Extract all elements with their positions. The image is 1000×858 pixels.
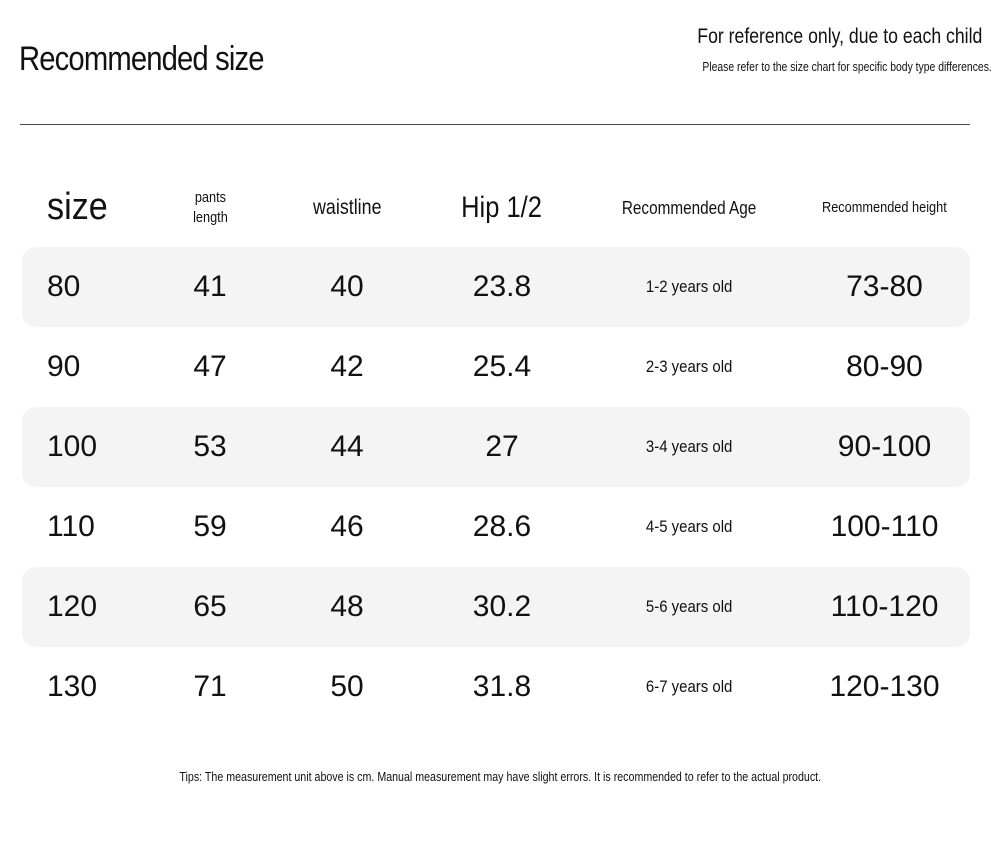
size-table-body	[22, 247, 970, 727]
age-cell: 5-6 years old	[646, 597, 733, 616]
size-cell: 90	[47, 350, 81, 383]
age-cell: 3-4 years old	[646, 437, 733, 456]
table-row	[22, 647, 970, 727]
reference-note: For reference only, due to each child	[696, 25, 982, 48]
hip-cell: 30.2	[472, 590, 532, 623]
hip-cell: 27	[485, 430, 519, 463]
waistline-cell: 44	[330, 430, 364, 463]
height-cell: 80-90	[846, 350, 923, 383]
pants-length-cell: 59	[193, 510, 227, 543]
pants-length-cell: 47	[193, 350, 227, 383]
height-cell: 110-120	[830, 590, 939, 623]
size-cell: 120	[47, 590, 98, 623]
pants-length-cell: 65	[193, 590, 227, 623]
table-row	[22, 247, 970, 327]
waistline-cell: 48	[330, 590, 364, 623]
hip-cell: 28.6	[472, 510, 532, 543]
height-cell: 90-100	[837, 430, 932, 463]
header-pants-length: pants length	[192, 188, 228, 226]
size-cell: 80	[47, 270, 81, 303]
header-divider	[20, 124, 970, 125]
table-row	[22, 567, 970, 647]
table-row	[22, 487, 970, 567]
header-hip: Hip 1/2	[461, 190, 543, 224]
hip-cell: 31.8	[472, 670, 532, 703]
reference-subnote: Please refer to the size chart for specific body type differences.	[702, 59, 992, 74]
pants-length-cell: 41	[193, 270, 227, 303]
pants-length-cell: 53	[193, 430, 227, 463]
table-row	[22, 407, 970, 487]
height-cell: 120-130	[829, 670, 940, 703]
header-waistline: waistline	[312, 195, 382, 219]
size-table-header	[22, 170, 970, 246]
page-title: Recommended size	[19, 40, 264, 78]
size-cell: 110	[47, 510, 95, 543]
height-cell: 100-110	[830, 510, 939, 543]
pants-length-cell: 71	[193, 670, 227, 703]
waistline-cell: 40	[330, 270, 364, 303]
height-cell: 73-80	[846, 270, 923, 303]
table-row	[22, 327, 970, 407]
header-recommended-height: Recommended height	[822, 198, 947, 216]
tips-note: Tips: The measurement unit above is cm. Manual measurement may have slight errors. It is recommended to refer to the actual product.	[179, 769, 821, 784]
age-cell: 1-2 years old	[646, 277, 733, 296]
age-cell: 6-7 years old	[646, 677, 733, 696]
age-cell: 2-3 years old	[646, 357, 733, 376]
hip-cell: 25.4	[472, 350, 532, 383]
waistline-cell: 50	[330, 670, 364, 703]
size-cell: 100	[47, 430, 98, 463]
header-recommended-age: Recommended Age	[622, 197, 757, 218]
header-size: size	[47, 186, 108, 229]
waistline-cell: 42	[330, 350, 364, 383]
size-cell: 130	[47, 670, 98, 703]
age-cell: 4-5 years old	[646, 517, 733, 536]
waistline-cell: 46	[330, 510, 364, 543]
hip-cell: 23.8	[472, 270, 532, 303]
